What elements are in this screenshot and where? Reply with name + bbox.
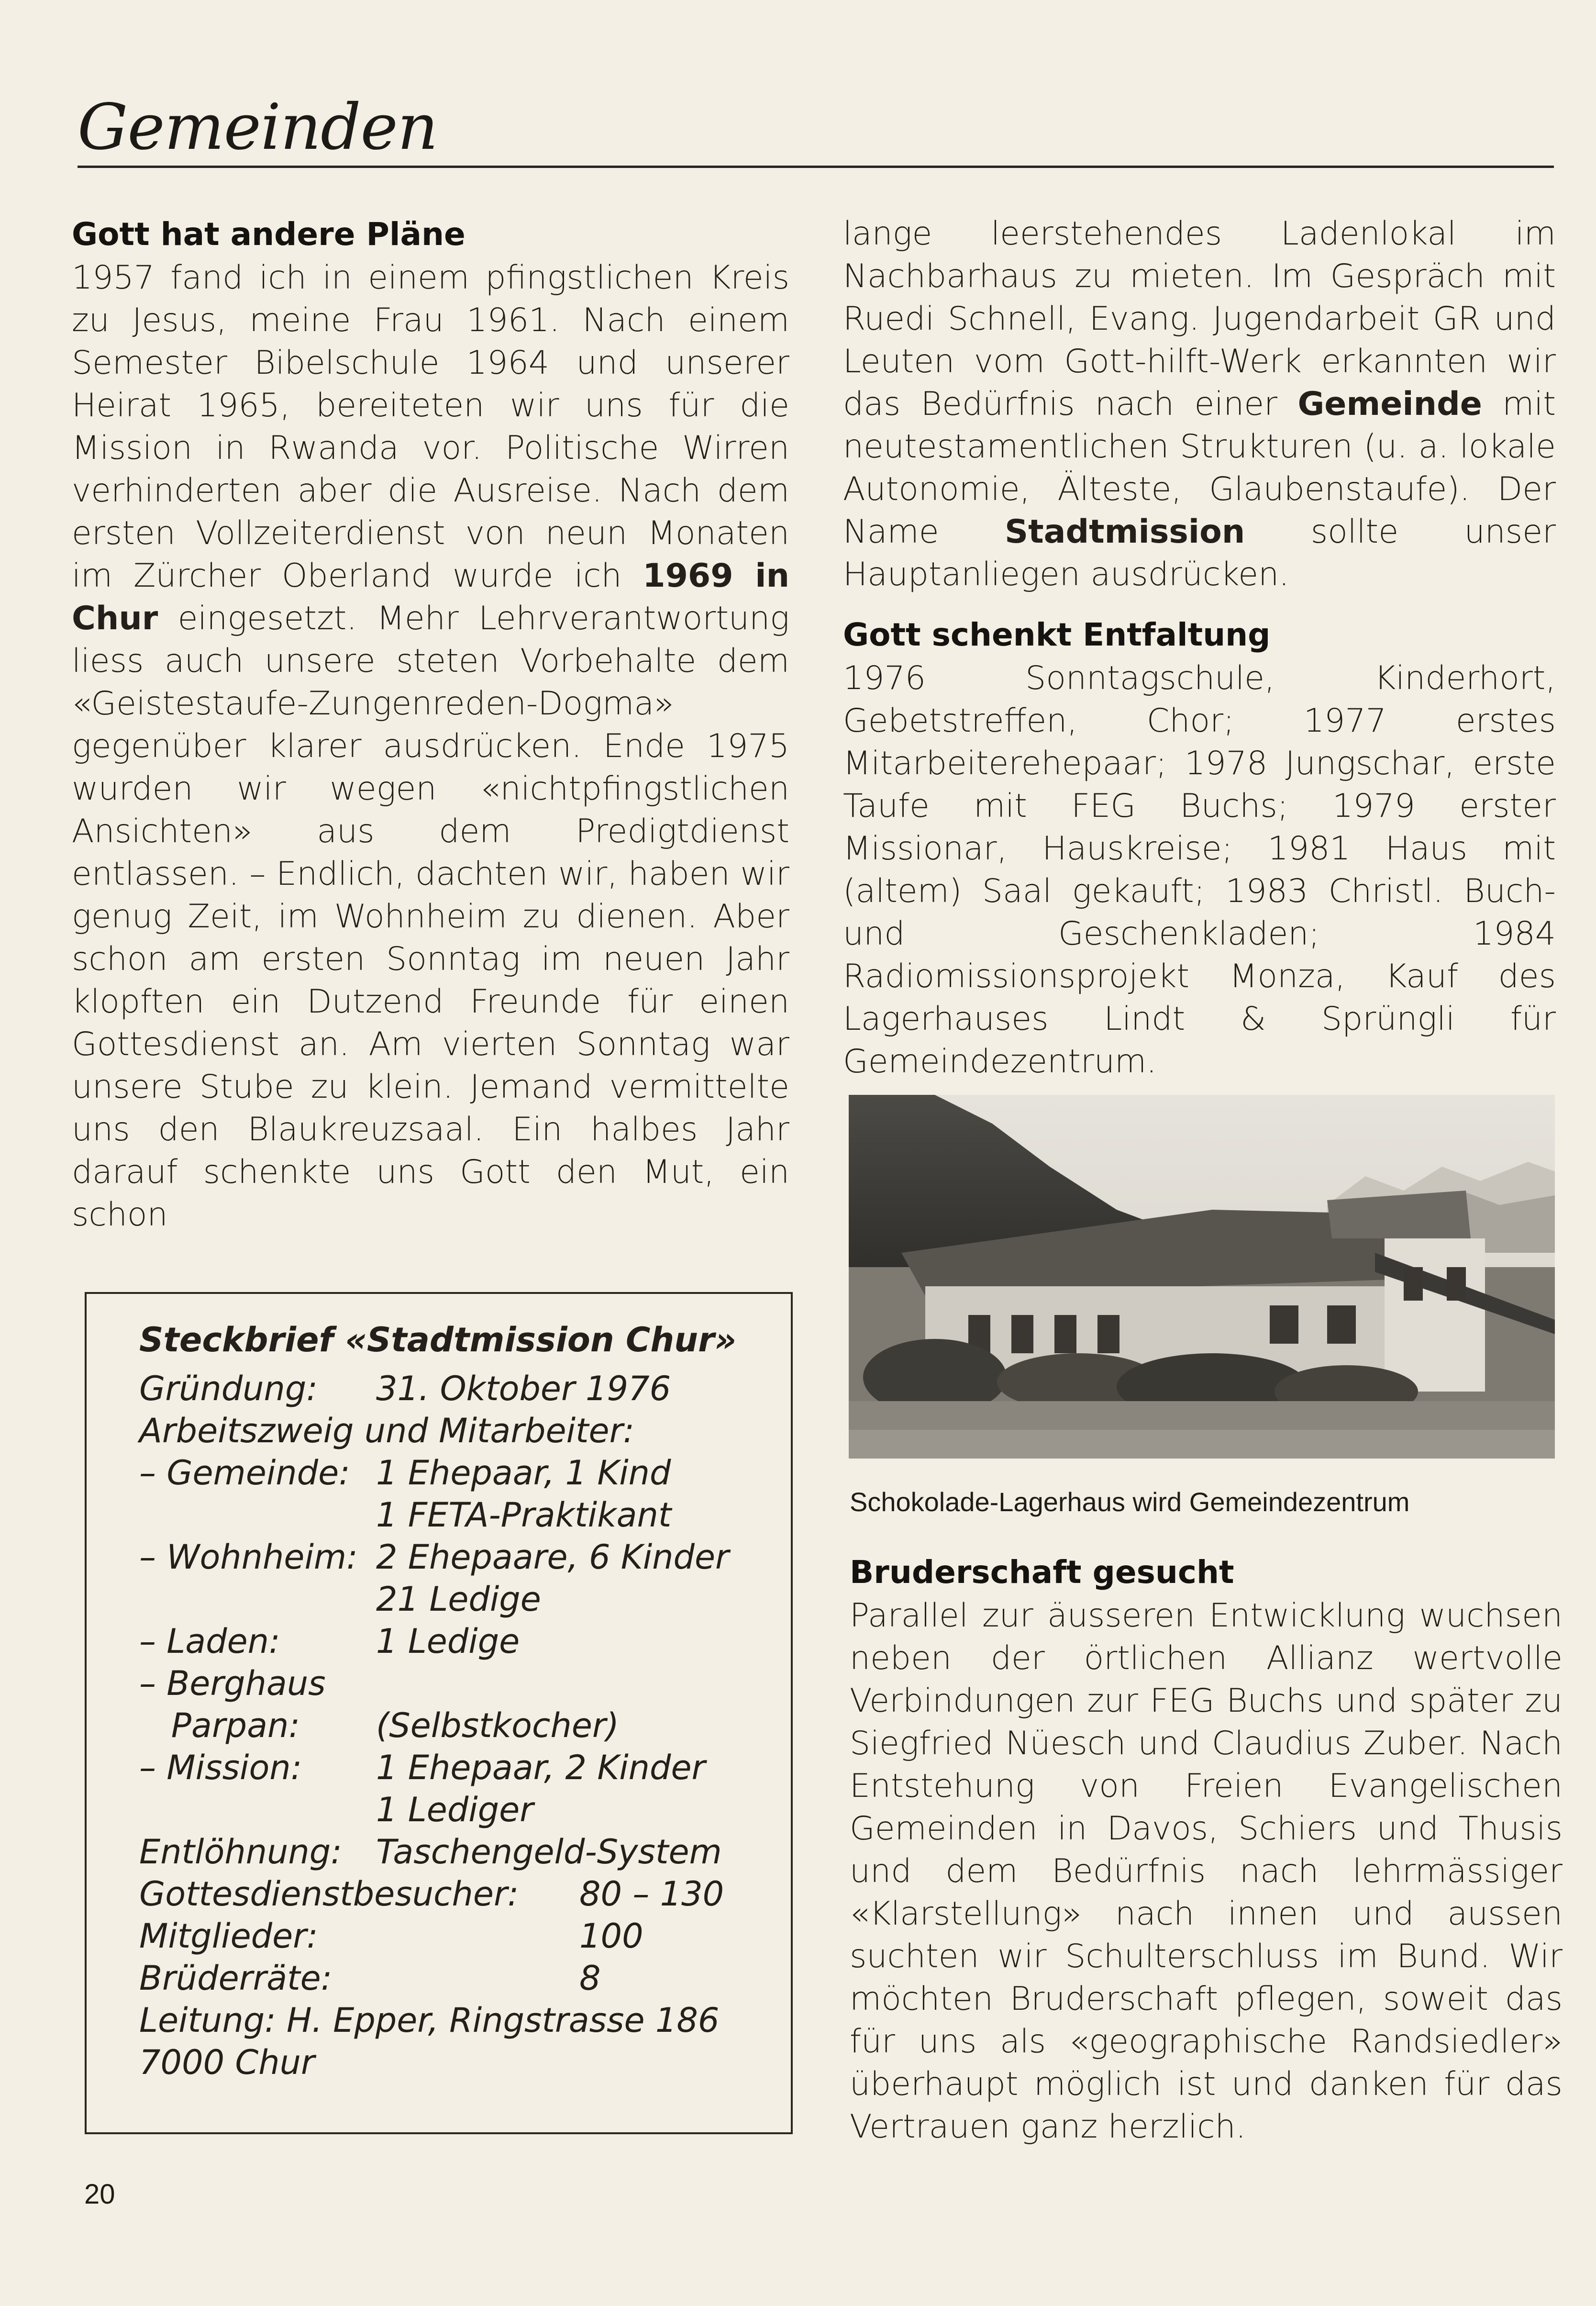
steckbrief-row (139, 1789, 771, 1831)
steckbrief-row (139, 1915, 771, 1957)
steckbrief-row (139, 1620, 771, 1662)
row-value: 31. Oktober 1976 (376, 1369, 671, 1408)
header-rule (78, 166, 1554, 168)
row-label: Gründung: (139, 1369, 318, 1408)
row-value: 1 FETA-Praktikant (376, 1495, 672, 1535)
right-p1-a: lange leerstehendes Ladenlokal im Nachbarhaus zu mieten. Im Gespräch mit Ruedi Schnell, Evang. Jugendarbeit GR und Leuten vom Gott-hilft-Werk erkannten wir das Bedürfnis nach einer (843, 215, 1556, 423)
page-number: 20 (84, 2179, 115, 2210)
row-label: Brüderräte: (139, 1959, 332, 1998)
left-column (72, 212, 789, 1236)
row-label: Parpan: (139, 1706, 300, 1745)
row-label: – Gemeinde: (139, 1453, 350, 1493)
steckbrief-row (139, 1704, 771, 1747)
row-value: 1 Ehepaar, 1 Kind (376, 1453, 671, 1493)
steckbrief-address (139, 2041, 771, 2083)
steckbrief-row (139, 1662, 771, 1704)
left-paragraph (72, 256, 789, 1236)
row-value: 80 – 130 (579, 1874, 724, 1914)
row-label: Arbeitszweig und Mitarbeiter: (139, 1411, 634, 1450)
warehouse-photo (849, 1095, 1555, 1459)
heading-gott-hat-andere-plaene: Gott hat andere Pläne (72, 216, 466, 253)
row-value: (Selbstkocher) (376, 1706, 619, 1745)
right-paragraph-1 (843, 212, 1556, 596)
address-line: 7000 Chur (139, 2043, 315, 2082)
steckbrief-title: Steckbrief «Stadtmission Chur» (139, 1320, 737, 1359)
leitung-line: Leitung: H. Epper, Ringstrasse 186 (139, 2001, 720, 2040)
row-value: Taschengeld-System (376, 1832, 722, 1872)
left-paragraph-part1: 1957 fand ich in einem pfingstlichen Kreis zu Jesus, meine Frau 1961. Nach einem Semester Bibelschule 1964 und unserer Heirat 1965, bereiteten wir uns für die Mission in Rwanda vor. Politische Wirren verhinderten aber die Ausreise. Nach dem ersten Vollzeiterdienst von neun Monaten im Zürcher Oberland wurde ich (72, 259, 789, 595)
steckbrief-stats (139, 1873, 771, 1999)
right-lower-column (850, 1550, 1563, 2148)
row-value: 2 Ehepaare, 6 Kinder (376, 1537, 729, 1577)
row-value: 1 Ehepaar, 2 Kinder (376, 1748, 706, 1787)
steckbrief-row (139, 1452, 771, 1494)
right-p1-bold-stadtmission: Stadtmission (1005, 513, 1245, 551)
steckbrief-row (139, 1747, 771, 1789)
steckbrief-row (139, 1536, 771, 1578)
row-label: Mitglieder: (139, 1916, 318, 1956)
steckbrief-content (139, 1319, 771, 2083)
steckbrief-leitung (139, 1999, 771, 2041)
row-value: 8 (579, 1959, 601, 1998)
steckbrief-row (139, 1873, 771, 1915)
steckbrief-box (85, 1292, 793, 2134)
steckbrief-row (139, 1494, 771, 1536)
steckbrief-row (139, 1831, 771, 1873)
row-label: – Berghaus (139, 1664, 326, 1703)
row-value: 1 Lediger (376, 1790, 534, 1829)
row-label: Gottesdienstbesucher: (139, 1874, 519, 1914)
row-value: 100 (579, 1916, 643, 1956)
row-label: – Mission: (139, 1748, 302, 1787)
row-value: 21 Ledige (376, 1580, 541, 1619)
row-value: 1 Ledige (376, 1622, 520, 1661)
steckbrief-row (139, 1410, 771, 1452)
row-label: – Wohnheim: (139, 1537, 358, 1577)
right-column (843, 212, 1556, 1083)
steckbrief-row (139, 1957, 771, 1999)
left-paragraph-part2: eingesetzt. Mehr Lehrverantwortung liess auch unsere steten Vorbehalte dem «Geistestaufe-Zungenreden-Dogma» gegenüber klarer ausdrücken. Ende 1975 wurden wir wegen «nichtpfingstlichen Ansichten» aus dem Predigtdienst entlassen. – Endlich, dachten wir, haben wir genug Zeit, im Wohnheim zu dienen. Aber schon am ersten Sonntag im neuen Jahr klopften ein Dutzend Freunde für einen Gottesdienst an. Am vierten Sonntag war unsere Stube zu klein. Jemand vermittelte uns den Blaukreuzsaal. Ein halbes Jahr darauf schenkte uns Gott den Mut, ein schon (72, 600, 789, 1234)
right-p1-bold-gemeinde: Gemeinde (1297, 385, 1482, 423)
steckbrief-row (139, 1368, 771, 1410)
section-title: Gemeinden (78, 90, 438, 164)
row-label: – Laden: (139, 1622, 280, 1661)
right-p1-c: sollte unser Hauptanliegen ausdrücken. (843, 513, 1556, 593)
heading-gott-schenkt-entfaltung: Gott schenkt Entfaltung (843, 616, 1271, 653)
right-paragraph-3: Parallel zur äusseren Entwicklung wuchsen neben der örtlichen Allianz wertvolle Verbindungen zur FEG Buchs und später zu Siegfried Nüesch und Claudius Zuber. Nach Entstehung von Freien Evangelischen Gemeinden in Davos, Schiers und Thusis und dem Bedürfnis nach lehrmässiger «Klarstellung» nach innen und aussen suchten wir Schulterschluss im Bund. Wir möchten Bruderschaft pflegen, soweit das für uns als «geographische Randsiedler» überhaupt möglich ist und danken für das Vertrauen ganz herzlich. (850, 1597, 1563, 2146)
steckbrief-row (139, 1578, 771, 1620)
steckbrief-rows (139, 1368, 771, 1873)
right-p1-b: mit neutestamentlichen Strukturen (u. a. lokale Autonomie, Älteste, Glaubenstaufe). Der Name (843, 385, 1556, 551)
left-paragraph-bold: 1969 in Chur (72, 557, 789, 637)
photo-caption: Schokolade-Lagerhaus wird Gemeindezentrum (850, 1487, 1410, 1517)
right-paragraph-2: 1976 Sonntagschule, Kinderhort, Gebetstreffen, Chor; 1977 erstes Mitarbeiterehepaar; 1978 Jungschar, erste Taufe mit FEG Buchs; 1979 erster Missionar, Hauskreise; 1981 Haus mit (altem) Saal gekauft; 1983 Christl. Buch- und Geschenkladen; 1984 Radiomissionsprojekt Monza, Kauf des Lagerhauses Lindt & Sprüngli für Gemeindezentrum. (843, 659, 1556, 1081)
heading-bruderschaft-gesucht: Bruderschaft gesucht (850, 1554, 1234, 1591)
row-label: Entlöhnung: (139, 1832, 342, 1872)
